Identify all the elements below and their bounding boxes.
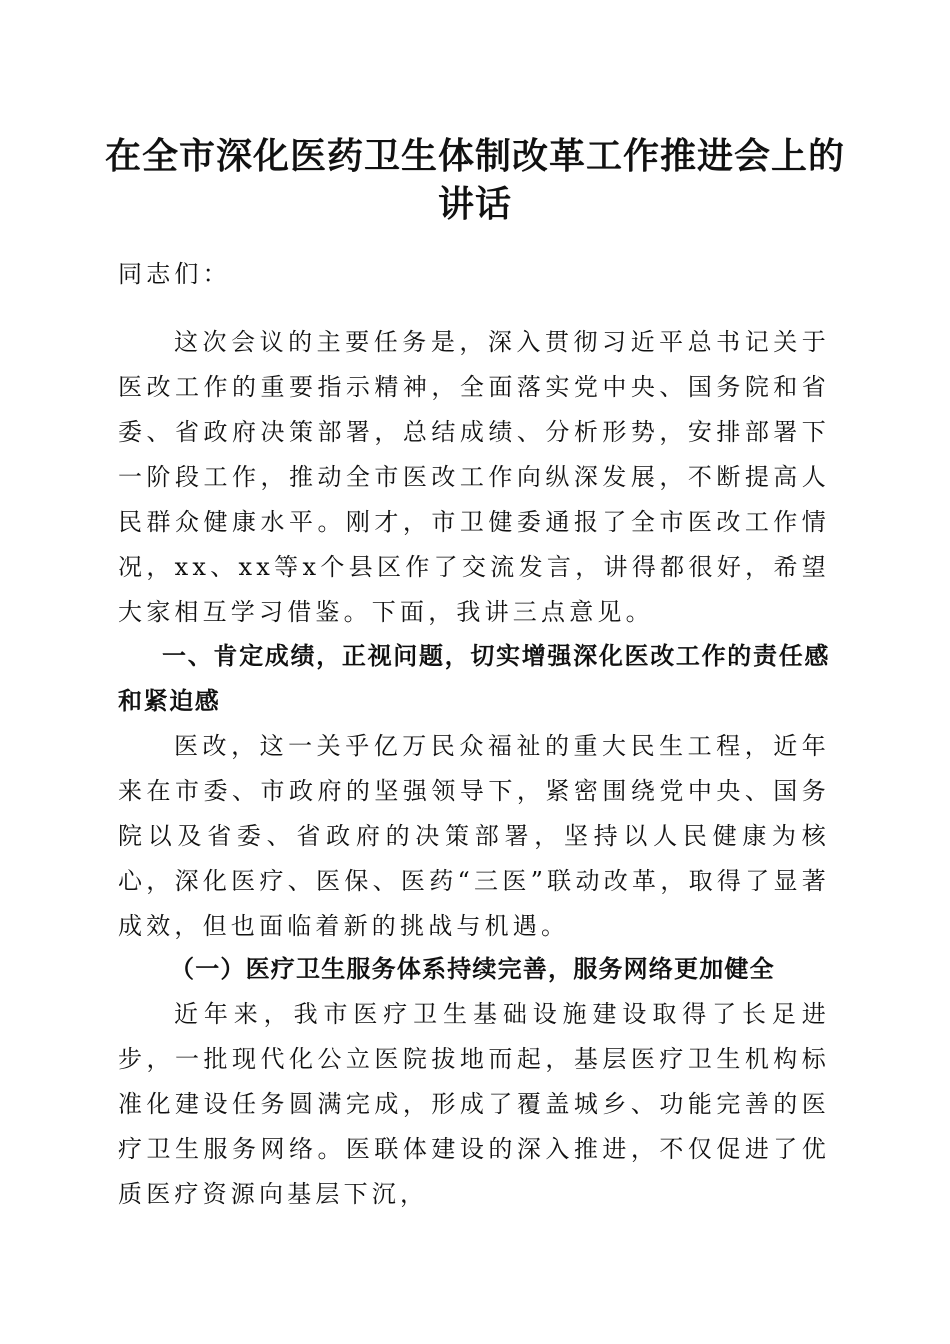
section-1-paragraph: 医改，这一关乎亿万民众福祉的重大民生工程，近年来在市委、市政府的坚强领导下，紧密围绕党中央、国务院以及省委、省政府的决策部署，坚持以人民健康为核心，深化医疗、医保、医药“三医”联动改革，取得了显著成效，但也面临着新的挑战与机遇。 <box>118 732 830 940</box>
intro-paragraph: 这次会议的主要任务是，深入贯彻习近平总书记关于医改工作的重要指示精神，全面落实党中央、国务院和省委、省政府决策部署，总结成绩、分析形势，安排部署下一阶段工作，推动全市医改工作向纵深发展，不断提高人民群众健康水平。刚才，市卫健委通报了全市医改工作情况，xx、xx等x个县区作了交流发言，讲得都很好，希望大家相互学习借鉴。下面，我讲三点意见。 <box>118 328 830 626</box>
document-title: 在全市深化医药卫生体制改革工作推进会上的讲话 <box>104 135 845 225</box>
salutation: 同志们： <box>118 260 231 288</box>
subsection-heading-1: （一）医疗卫生服务体系持续完善，服务网络更加健全 <box>170 954 775 983</box>
subsection-1-paragraph: 近年来，我市医疗卫生基础设施建设取得了长足进步，一批现代化公立医院拔地而起，基层医疗卫生机构标准化建设任务圆满完成，形成了覆盖城乡、功能完善的医疗卫生服务网络。医联体建设的深入推进，不仅促进了优质医疗资源向基层下沉， <box>118 1000 830 1208</box>
section-heading-1: 一、肯定成绩，正视问题，切实增强深化医改工作的责任感和紧迫感 <box>118 642 830 715</box>
